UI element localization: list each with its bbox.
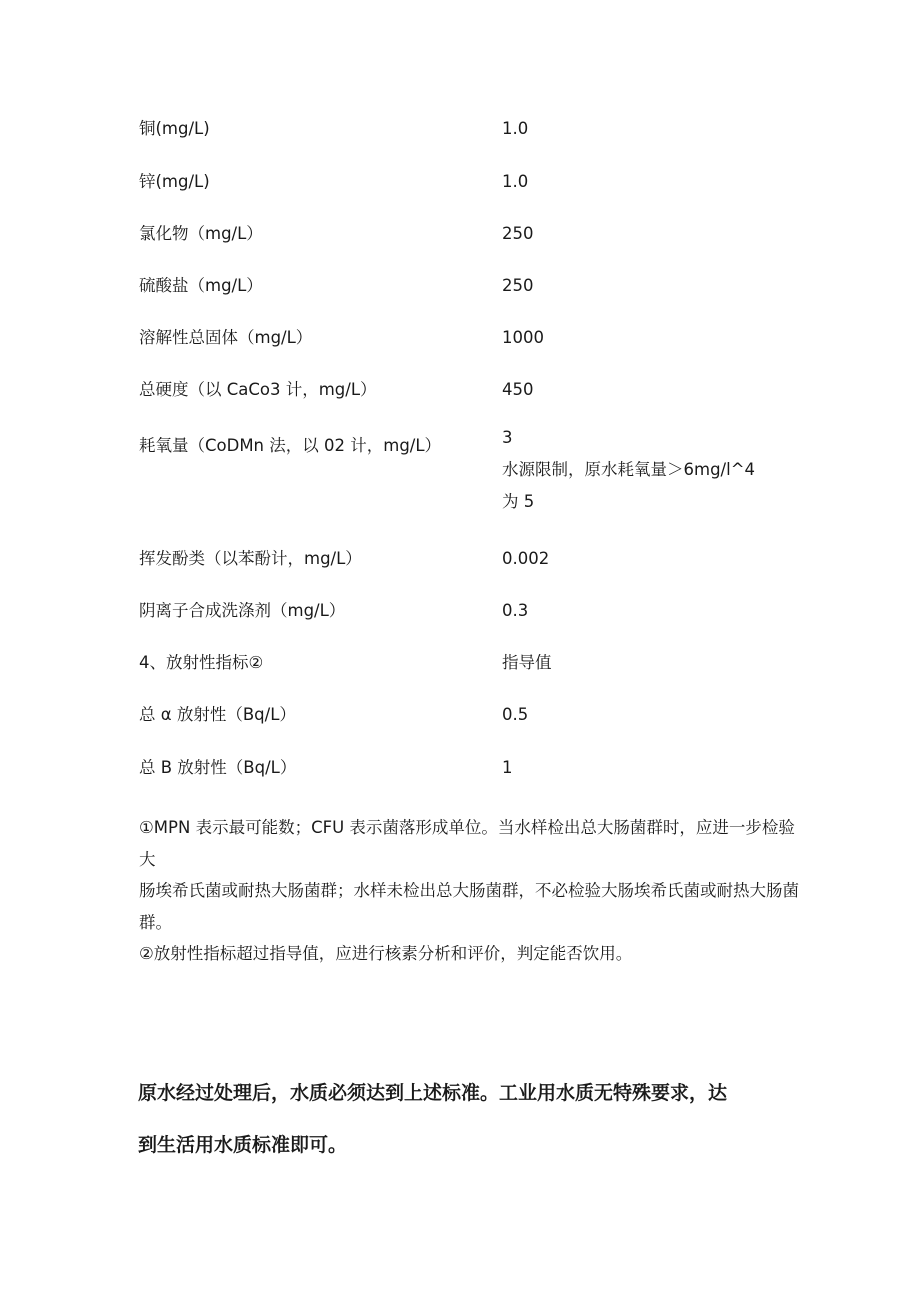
indicator-label: 锌(mg/L) bbox=[139, 172, 210, 191]
value-line: 1.0 bbox=[502, 119, 529, 138]
indicator-value bbox=[502, 427, 755, 513]
indicator-value bbox=[502, 275, 534, 297]
value-line: 250 bbox=[502, 276, 534, 295]
footnote-1: ①MPN 表示最可能数；CFU 表示菌落形成单位。当水样检出总大肠菌群时，应进一步检验大 bbox=[139, 818, 795, 869]
value-line: 1 bbox=[502, 758, 513, 777]
footnote-2: ②放射性指标超过指导值，应进行核素分析和评价，判定能否饮用。 bbox=[139, 944, 633, 963]
indicator-value bbox=[502, 652, 552, 674]
section-heading: 4、放射性指标② bbox=[139, 653, 264, 672]
value-line: 0.3 bbox=[502, 601, 529, 620]
value-line: 3 bbox=[502, 428, 513, 447]
value-line: 0.5 bbox=[502, 705, 529, 724]
indicator-label: 总 α 放射性（Bq/L） bbox=[139, 705, 296, 724]
conclusion-line: 原水经过处理后，水质必须达到上述标准。工业用水质无特殊要求，达 bbox=[138, 1082, 728, 1104]
indicator-label: 总 B 放射性（Bq/L） bbox=[139, 758, 297, 777]
value-line: 指导值 bbox=[502, 653, 552, 672]
indicator-label: 总硬度（以 CaCo3 计，mg/L） bbox=[139, 380, 377, 399]
indicator-label: 溶解性总固体（mg/L） bbox=[139, 328, 313, 347]
indicator-label: 阴离子合成洗涤剂（mg/L） bbox=[139, 601, 346, 620]
indicator-label: 硫酸盐（mg/L） bbox=[139, 276, 263, 295]
value-line: 250 bbox=[502, 224, 534, 243]
indicator-value bbox=[502, 757, 513, 779]
indicator-value bbox=[502, 118, 528, 140]
indicator-value bbox=[502, 548, 549, 570]
value-line: 1.0 bbox=[502, 172, 529, 191]
indicator-label: 耗氧量（CoDMn 法，以 02 计，mg/L） bbox=[139, 436, 442, 455]
indicator-label: 氯化物（mg/L） bbox=[139, 224, 263, 243]
footnotes bbox=[139, 812, 799, 970]
value-line: 0.002 bbox=[502, 549, 550, 568]
value-line: 为 5 bbox=[502, 492, 535, 511]
value-line: 水源限制，原水耗氧量＞6mg/l^4 bbox=[502, 460, 756, 479]
conclusion-paragraph bbox=[138, 1080, 798, 1158]
indicator-value bbox=[502, 704, 528, 726]
indicator-value bbox=[502, 223, 534, 245]
indicator-label: 挥发酚类（以苯酚计，mg/L） bbox=[139, 549, 362, 568]
indicator-label: 铜(mg/L) bbox=[139, 119, 210, 138]
indicator-value bbox=[502, 600, 528, 622]
footnote-1-continued: 肠埃希氏菌或耐热大肠菌群；水样未检出总大肠菌群，不必检验大肠埃希氏菌或耐热大肠菌群。 bbox=[139, 881, 799, 932]
indicator-value bbox=[502, 327, 544, 349]
value-line: 450 bbox=[502, 380, 534, 399]
value-line: 1000 bbox=[502, 328, 544, 347]
indicator-value bbox=[502, 171, 528, 193]
indicator-value bbox=[502, 379, 534, 401]
conclusion-line: 到生活用水质标准即可。 bbox=[138, 1134, 348, 1156]
